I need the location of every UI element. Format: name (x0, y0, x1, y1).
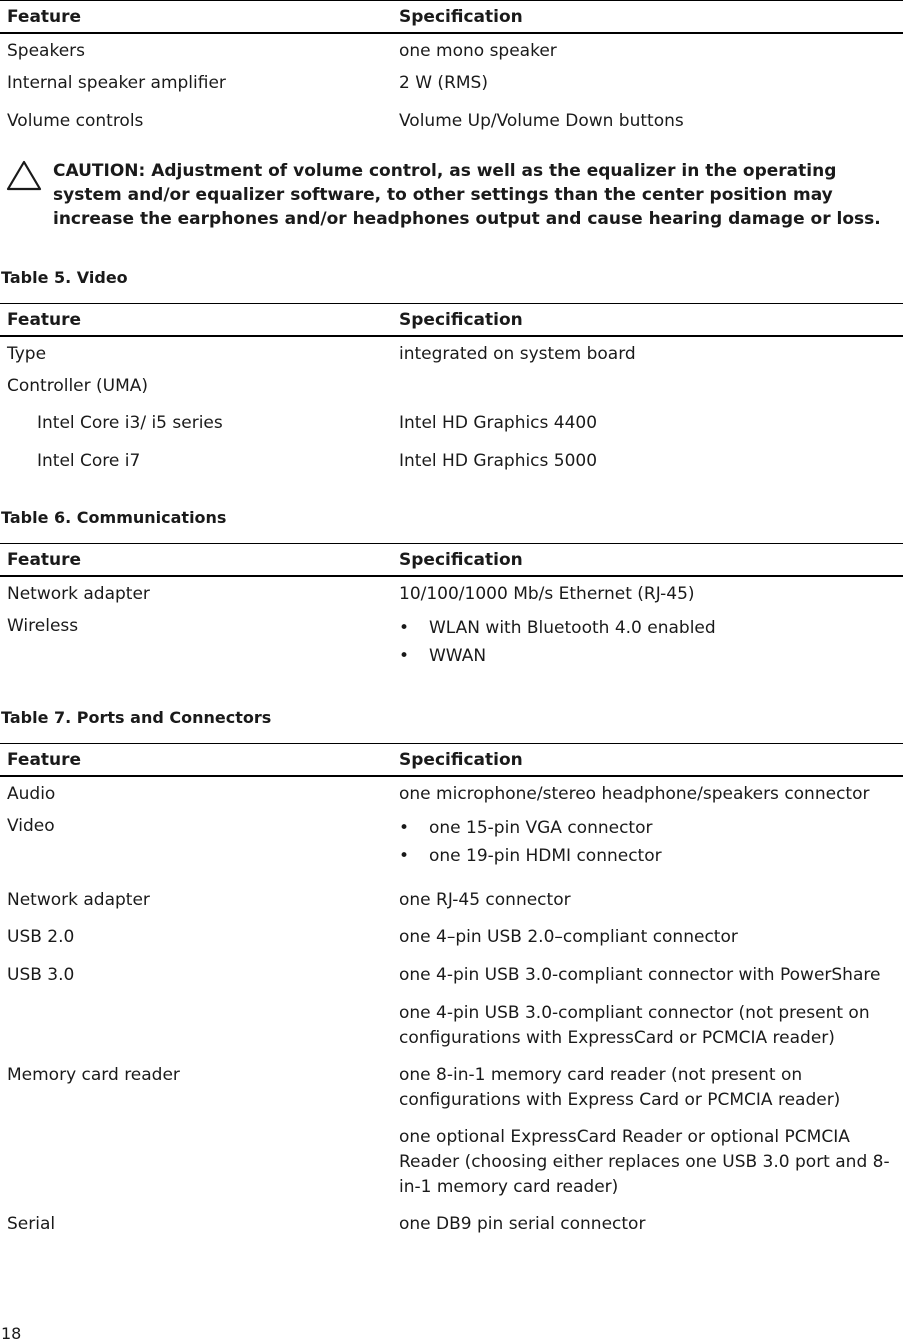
specification-header: Specification (399, 749, 523, 770)
table-row (0, 411, 903, 449)
feature-cell: Network adapter (7, 584, 150, 604)
table-row (0, 374, 903, 411)
feature-cell: Volume controls (7, 111, 144, 131)
spec-cell: 2 W (RMS) (399, 73, 488, 93)
feature-cell: USB 2.0 (7, 927, 75, 947)
spec-cell: one DB9 pin serial connector (399, 1214, 646, 1234)
table-row (0, 814, 903, 888)
table-row (0, 71, 903, 109)
feature-cell: Internal speaker amplifier (7, 73, 226, 93)
feature-header: Feature (7, 309, 82, 330)
specification-header: Specification (399, 6, 523, 27)
feature-cell: Type (7, 344, 47, 364)
spec-cell (392, 614, 903, 678)
feature-cell: Intel Core i3/ i5 series (37, 413, 223, 433)
audio-spec-table (0, 0, 903, 147)
feature-cell: Controller (UMA) (7, 376, 149, 396)
spec-cell: one 4-pin USB 3.0-compliant connector (not present on configurations with ExpressCard or PCMCIA reader) (399, 1003, 870, 1048)
feature-cell: USB 3.0 (7, 965, 75, 985)
spec-cell: 10/100/1000 Mb/s Ethernet (RJ-45) (399, 584, 695, 604)
specification-header: Specification (399, 309, 523, 330)
communications-spec-table (0, 543, 903, 678)
table-header-row (0, 744, 903, 777)
spec-cell: Volume Up/Volume Down buttons (399, 111, 684, 131)
table-row (0, 1212, 903, 1250)
feature-cell (0, 1001, 392, 1063)
feature-header: Feature (7, 6, 82, 27)
spec-cell: one optional ExpressCard Reader or optional PCMCIA Reader (choosing either replaces one USB 3.0 port and 8-in-1 memory card reader) (399, 1127, 890, 1197)
table-row (0, 1001, 903, 1063)
table-row (0, 925, 903, 963)
spec-cell: one 8-in-1 memory card reader (not present on configurations with Express Card or PCMCIA reader) (399, 1065, 841, 1110)
feature-cell: Wireless (7, 616, 79, 636)
caution-note (0, 159, 903, 231)
list-item: • WWAN (399, 642, 903, 670)
feature-cell: Video (7, 816, 55, 836)
table-row (0, 336, 903, 374)
feature-cell: Memory card reader (7, 1065, 180, 1085)
feature-cell: Speakers (7, 41, 86, 61)
spec-cell: Intel HD Graphics 5000 (399, 451, 598, 471)
spec-cell (392, 374, 903, 411)
spec-cell: integrated on system board (399, 344, 636, 364)
table-row (0, 1125, 903, 1212)
table-row (0, 888, 903, 925)
table-row (0, 1063, 903, 1125)
video-spec-table (0, 303, 903, 487)
table-caption-ports: Table 7. Ports and Connectors (1, 708, 272, 727)
feature-cell (0, 1125, 392, 1212)
feature-header: Feature (7, 549, 82, 570)
page-number: 18 (1, 1324, 22, 1343)
table-row (0, 614, 903, 678)
feature-header: Feature (7, 749, 82, 770)
spec-cell: Intel HD Graphics 4400 (399, 413, 598, 433)
feature-cell: Network adapter (7, 890, 150, 910)
table-header-row (0, 304, 903, 337)
caution-text: CAUTION: Adjustment of volume control, as well as the equalizer in the operating system and/or equalizer software, to other settings than the center position may increase the earphones and/or headphones output and cause hearing damage or loss. (53, 161, 881, 229)
spec-cell: one microphone/stereo headphone/speakers connector (399, 784, 870, 804)
table-row (0, 776, 903, 814)
spec-cell: one 4–pin USB 2.0–compliant connector (399, 927, 738, 947)
spec-cell: one mono speaker (399, 41, 557, 61)
ports-spec-table (0, 743, 903, 1250)
table-row (0, 449, 903, 487)
feature-cell: Intel Core i7 (37, 451, 141, 471)
table-row (0, 963, 903, 1001)
spec-cell: one 4-pin USB 3.0-compliant connector with PowerShare (399, 965, 881, 985)
table-row (0, 33, 903, 71)
table-header-row (0, 1, 903, 34)
bullet-list (399, 814, 903, 870)
table-caption-communications: Table 6. Communications (1, 508, 227, 527)
specification-header: Specification (399, 549, 523, 570)
spec-cell (392, 814, 903, 888)
list-item: • WLAN with Bluetooth 4.0 enabled (399, 614, 903, 642)
feature-cell: Audio (7, 784, 56, 804)
table-row (0, 109, 903, 147)
feature-cell: Serial (7, 1214, 56, 1234)
bullet-list (399, 614, 903, 670)
warning-triangle-icon (6, 160, 42, 198)
spec-cell: one RJ-45 connector (399, 890, 571, 910)
table-header-row (0, 544, 903, 577)
list-item: • one 15-pin VGA connector (399, 814, 903, 842)
table-caption-video: Table 5. Video (1, 268, 128, 287)
table-row (0, 576, 903, 614)
list-item: • one 19-pin HDMI connector (399, 842, 903, 870)
